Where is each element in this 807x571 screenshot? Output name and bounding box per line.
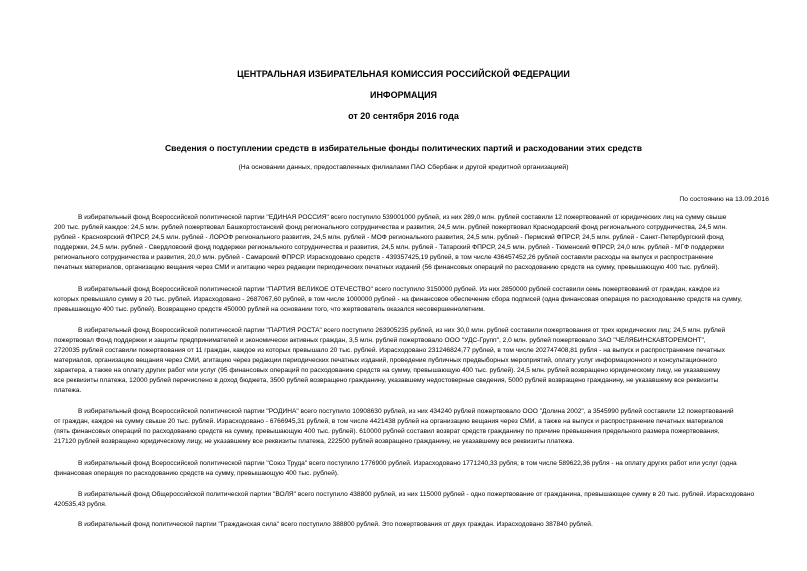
paragraph-edinaya-rossiya — [54, 213, 807, 273]
paragraph-line: регионального сотрудничества и развития, 20,0 млн. рублей - Самарский ФПРСР. Израсходовано средств - 439357425,19 рублей, в том числе 436457452,26 рублей составили расходы на выпуск и распространение — [54, 254, 714, 261]
paragraph-line: В избирательный фонд Общероссийской политической партии "ВОЛЯ" всего поступило 438800 рублей, из них 115000 рублей - одно пожертвование от гражданина, превышающее сумму в 20 тыс. рублей. Израсходовано — [78, 491, 755, 498]
document-type-heading: ИНФОРМАЦИЯ — [369, 90, 438, 100]
paragraph-volya — [54, 490, 807, 510]
paragraph-line: характера, а также на оплату других работ или услуг (95 финансовых операций по расходованию средств на сумму, превышающую 400 тыс. рублей). 24,5 млн. рублей возвращено юридическому лицу, не указавшему — [54, 367, 721, 374]
document-basis-note: (На основании данных, предоставленных филиалами ПАО Сбербанк и другой кредитной организацией) — [238, 164, 569, 171]
paragraph-line: рублей - Красноярский ФПРСР, 24,5 млн. рублей - ЛОРОФ регионального развития, 24,5 млн. рублей - МОФ регионального развития, 24,5 млн. рублей - Пермский ФПРСР, 24,5 млн. рублей - Санкт-Петербургский фонд — [54, 234, 724, 241]
paragraph-line: которых превышало сумму в 20 тыс. рублей. Израсходовано - 2687067,60 рублей, в том числе 1000000 рублей - на финансовое обеспечение сбора подписей (одна финансовая операция по расходованию средств на сумму, — [54, 296, 742, 303]
paragraph-grazhdanskaya-sila — [54, 520, 807, 530]
paragraph-line: от граждан, каждое на сумму свыше 20 тыс. рублей. Израсходовано - 6766945,31 рублей, в том числе 4421438 рублей на организацию вещания через СМИ, а также на выпуск и распространение печатных материалов — [54, 418, 724, 425]
paragraph-line: 2720035 рублей составили пожертвования от 11 граждан, каждое из которых превышало 20 тыс. рублей. Израсходовано 231246824,77 рублей, в том числе 202747408,81 рубля - на выпуск и распространение печатных — [54, 347, 725, 354]
paragraph-line: материалов, организацию вещания через СМИ, агитацию через редакции периодических печатных изданий, проведение публичных предвыборных мероприятий, оплату услуг информационного и консультационного — [54, 357, 718, 364]
as-of-date: По состоянию на 13.09.2016 — [679, 196, 769, 203]
paragraph-line: (пять финансовых операций по расходованию средств на сумму, превышающую 400 тыс. рублей). 610000 рублей составил возврат средств гражданину по причине превышения предельного размера пожертвования, — [54, 428, 720, 435]
document-date: от 20 сентября 2016 года — [348, 111, 459, 121]
paragraph-line: превышающую 400 тыс. рублей). Возвращено средств 450000 рублей на основании того, что жертвователь оказался несовершеннолетним. — [54, 306, 485, 313]
paragraph-velikoe-otechestvo — [54, 285, 807, 315]
paragraph-line: печатных материалов, организацию вещания через СМИ и агитацию через редакции периодических печатных изданий (56 финансовых операций по расходованию средств на сумму, превышающую 400 тыс. рублей). — [54, 264, 720, 271]
paragraph-line: В избирательный фонд Всероссийской политической партии "РОДИНА" всего поступило 10908630 рублей, из них 434240 рублей пожертвовало ООО "Долина 2002", а 3545990 рублей составили 12 пожертвований — [78, 408, 734, 415]
paragraph-line: В избирательный фонд политической партии "Гражданская сила" всего поступило 388800 рублей. Это пожертвования от двух граждан. Израсходовано 387840 рублей. — [78, 521, 593, 528]
paragraph-line: все реквизиты платежа, 12000 рублей перечислено в доход бюджета, 3500 рублей возвращено гражданину, указавшему недостоверные сведения, 5000 рублей возвращено гражданину, не указавшему все реквизиты — [54, 377, 719, 384]
paragraph-line: В избирательный фонд Всероссийской политической партии "ЕДИНАЯ РОССИЯ" всего поступило 539001000 рублей, из них 289,0 млн. рублей составили 12 пожертвований от юридических лиц на сумму свыше — [78, 214, 727, 221]
paragraph-soyuz-truda — [54, 459, 807, 479]
paragraph-line: платежа. — [54, 387, 82, 394]
paragraph-line: В избирательный фонд Всероссийской политической партии "ПАРТИЯ ВЕЛИКОЕ ОТЕЧЕСТВО" всего поступило 3150000 рублей. Из них 2850000 рублей составили семь пожертвований от граждан, каждое из — [78, 286, 720, 293]
paragraph-line: В избирательный фонд Всероссийской политической партии "Союз Труда" всего поступило 1776900 рублей. Израсходовано 1771240,33 рубля, в том числе 589622,36 рубля - на оплату других работ или услуг (одна — [78, 460, 737, 467]
paragraph-line: поддержки, 24,5 млн. рублей - Свердловский фонд поддержки регионального сотрудничества и развития, 24,5 млн. рублей - Татарский ФПРСР, 24,5 млн. рублей - Тюменский ФПРСР, 24,0 млн. рублей - МГФ поддержки — [54, 244, 724, 251]
paragraph-partiya-rosta — [54, 326, 807, 396]
document-subject: Сведения о поступлении средств в избирательные фонды политических партий и расходовании этих средств — [164, 143, 643, 153]
paragraph-line: 217120 рублей возвращено юридическому лицу, не указавшему все реквизиты платежа, 222500 рублей возвращено гражданину, не указавшему все реквизиты платежа. — [54, 438, 575, 445]
paragraph-line: 200 тыс. рублей каждое: 24,5 млн. рублей пожертвовал Башкортостанский фонд регионального сотрудничества и развития, 24,5 млн. рублей пожертвовал Краснодарский фонд регионального сотрудничества, 24,5 млн. — [54, 224, 727, 231]
paragraph-line: 420535,43 рубля. — [54, 501, 107, 508]
paragraph-line: пожертвовал Фонд поддержки и защиты предпринимателей и экономически активных граждан, 3,5 млн. рублей пожертвовало ООО "УДС-Групп", 2,0 млн. рублей пожертвовало ЗАО "ЧЕЛЯБИНСКАВТОРЕМОНТ", — [54, 337, 706, 344]
paragraph-line: В избирательный фонд Всероссийской политической партии "ПАРТИЯ РОСТА" всего поступило 263905235 рублей, из них 30,0 млн. рублей составили пожертвования от трех юридических лиц: 24,5 млн. рублей — [78, 327, 726, 334]
paragraph-line: финансовая операция по расходованию средств на сумму, превышающую 400 тыс. рублей). — [54, 470, 339, 477]
commission-title: ЦЕНТРАЛЬНАЯ ИЗБИРАТЕЛЬНАЯ КОМИССИЯ РОССИЙСКОЙ ФЕДЕРАЦИИ — [237, 69, 570, 79]
paragraph-rodina — [54, 407, 807, 447]
